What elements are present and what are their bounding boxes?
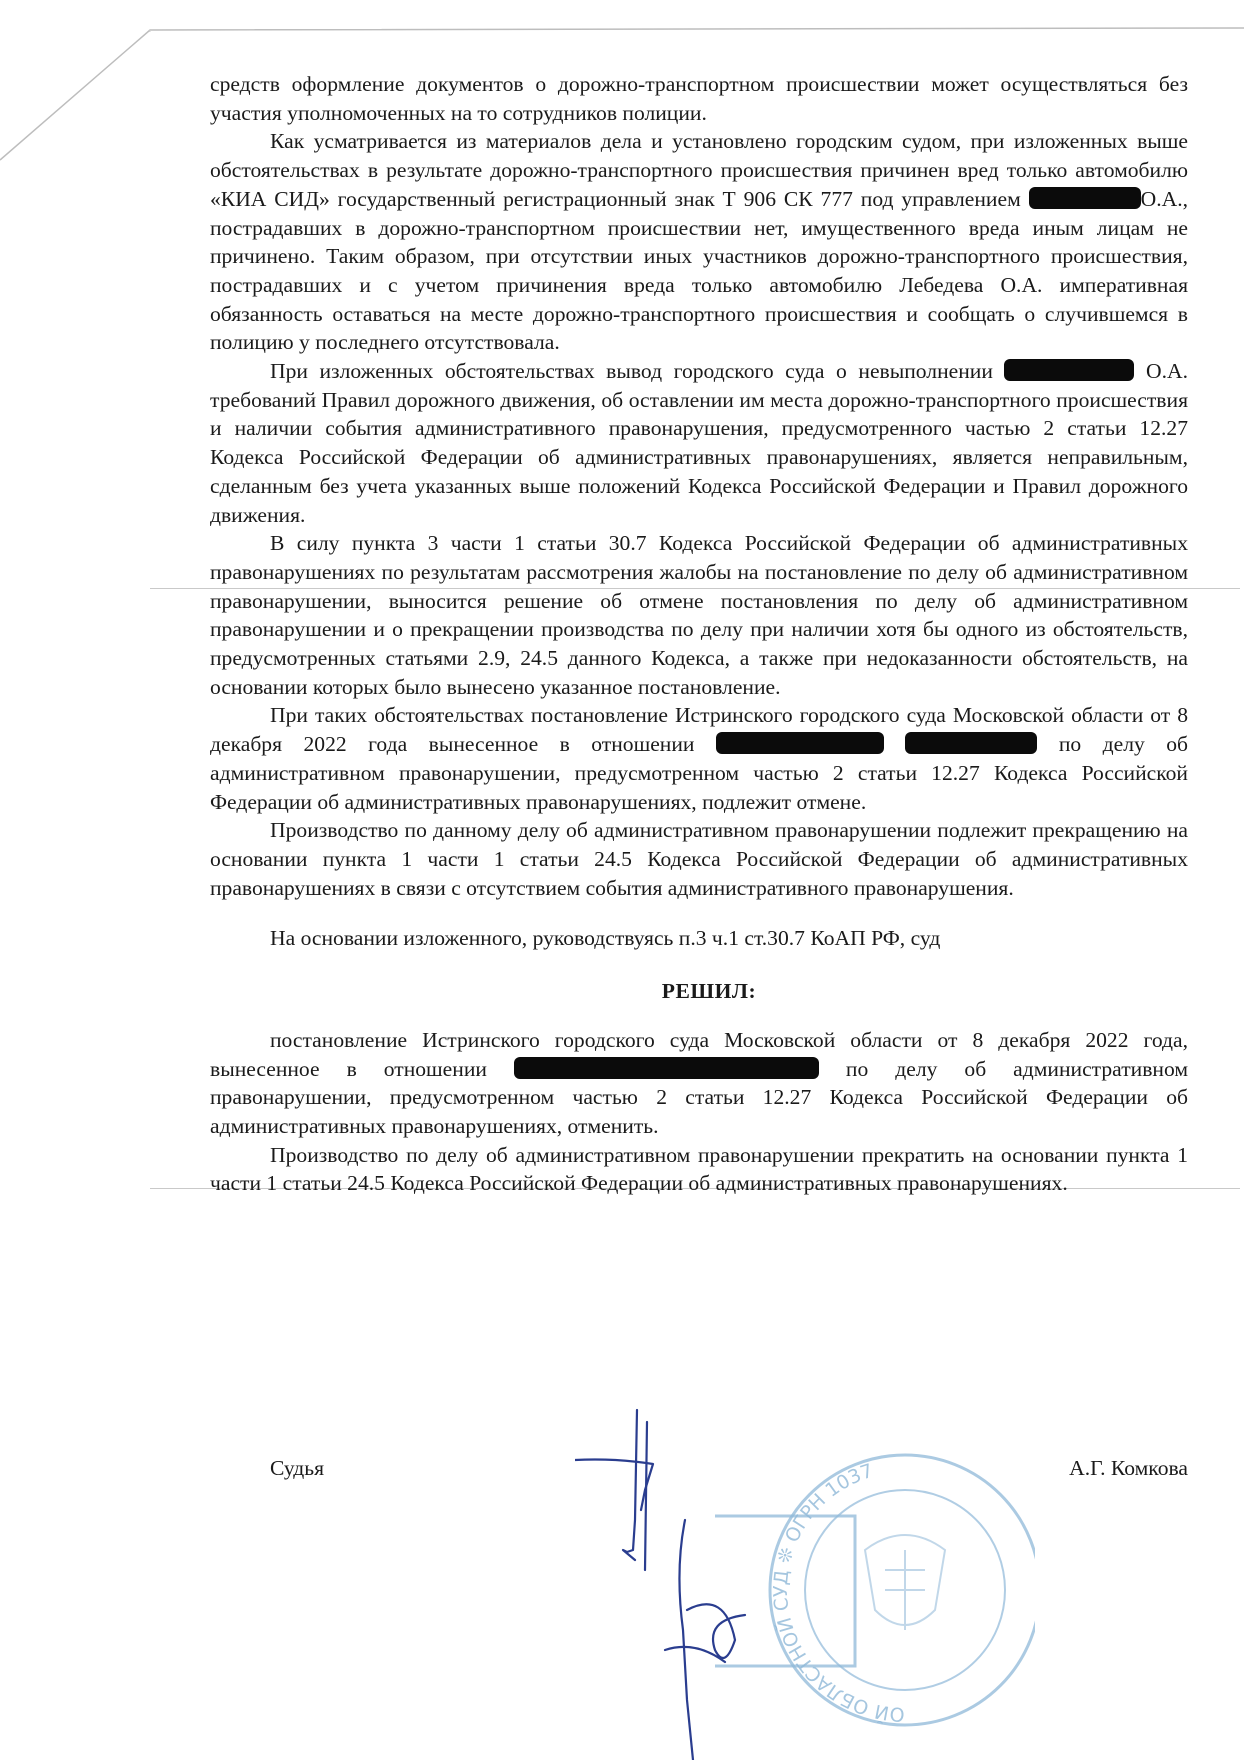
redaction-block <box>716 732 884 754</box>
judge-signature <box>575 1400 905 1760</box>
resolution-paragraph-2: Производство по делу об административном правонарушении прекратить на основании пункта 1 части 1 статьи 24.5 Кодекса Российской Федерации об административных правонарушениях. <box>210 1142 1188 1196</box>
paragraph-3: При изложенных обстоятельствах вывод городского суда о невыполнении О.А. требований Правил дорожного движения, об оставлении им места дорожно-транспортного происшествия и наличии события административного правонарушения, предусмотренного частью 2 статьи 12.27 Кодекса Российской Федерации об административных правонарушениях, является неправильным, сделанным без учета указанных выше положений Кодекса Российской Федерации и Правил дорожного движения. <box>210 359 1188 527</box>
basis-line: На основании изложенного, руководствуясь п.3 ч.1 ст.30.7 КоАП РФ, суд <box>270 926 941 951</box>
resolution-paragraph-1: постановление Истринского городского суда Московской области от 8 декабря 2022 года, вынесенное в отношении по делу об административном правонарушении, предусмотренном частью 2 статьи 12.27 Кодекса Российской Федерации об административных правонарушениях, отменить. <box>210 1027 1188 1138</box>
paragraph-2: Как усматривается из материалов дела и установлено городским судом, при изложенных выше обстоятельствах в результате дорожно-транспортного происшествия причинен вред только автомобилю «КИА СИД» государственный регистрационный знак Т 906 СК 777 под управлением О.А., пострадавших в дорожно-транспортном происшествии нет, имущественного вреда иным лицам не причинено. Таким образом, при отсутствии иных участников дорожно-транспортного происшествия, пострадавших и с учетом причинения вреда только автомобилю Лебедева О.А. императивная обязанность оставаться на месте дорожно-транспортного происшествия и сообщать о случившемся в полицию у последнего отсутствовала. <box>210 129 1188 355</box>
redaction-block <box>514 1057 819 1079</box>
paragraph-4: В силу пункта 3 части 1 статьи 30.7 Кодекса Российской Федерации об административных правонарушениях по результатам рассмотрения жалобы на постановление по делу об административном правонарушении, выносится решение об отмене постановления по делу об административном правонарушении и о прекращении производства по делу при наличии хотя бы одного из обстоятельств, предусмотренных статьями 2.9, 24.5 данного Кодекса, а также при недоказанности обстоятельств, на основании которых было вынесено указанное постановление. <box>210 531 1188 699</box>
judge-role: Судья <box>270 1456 325 1480</box>
redaction-block <box>1029 187 1141 209</box>
document-body <box>210 70 1188 1198</box>
redaction-block <box>905 732 1037 754</box>
redaction-block <box>1004 359 1134 381</box>
paragraph-1: средств оформление документов о дорожно-транспортном происшествии может осуществляться без участия уполномоченных на то сотрудников полиции. <box>210 72 1188 125</box>
judge-name: А.Г. Комкова <box>1069 1456 1188 1480</box>
paragraph-5: При таких обстоятельствах постановление Истринского городского суда Московской области от 8 декабря 2022 года вынесенное в отношении по делу об административном правонарушении, предусмотренном частью 2 статьи 12.27 Кодекса Российской Федерации об административных правонарушениях, подлежит отмене. <box>210 703 1188 814</box>
decision-heading: РЕШИЛ: <box>661 979 757 1004</box>
paragraph-6: Производство по данному делу об административном правонарушении подлежит прекращению на основании пункта 1 части 1 статьи 24.5 Кодекса Российской Федерации об административных правонарушениях в связи с отсутствием события административного правонарушения. <box>210 818 1188 900</box>
stamp-ring-text: ОЙ ОБЛАСТНОЙ СУД ❊ ОГРН 1037 <box>769 1459 906 1726</box>
signature-row <box>270 1456 1188 1481</box>
